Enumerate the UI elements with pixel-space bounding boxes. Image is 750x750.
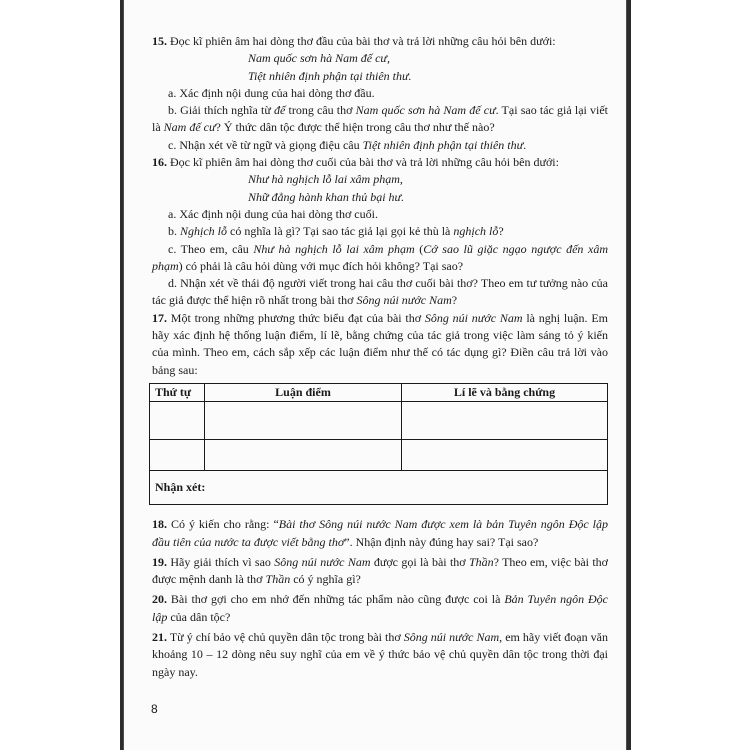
question-number: 17. xyxy=(152,310,167,325)
question-19: 19. Hãy giải thích vì sao Sông núi nước Nam được gọi là bài thơ Thần? Theo em, việc bài thơ được mệnh danh là thơ Thần có ý nghĩa gì? xyxy=(152,554,609,587)
sub-question-b: b. Nghịch lỗ có nghĩa là gì? Tại sao tác giả lại gọi kẻ thù là nghịch lỗ? xyxy=(168,224,504,239)
sub-question-a: a. Xác định nội dung của hai dòng thơ cuối. xyxy=(168,206,378,221)
table-cell[interactable] xyxy=(205,402,402,440)
verse-line: Tiệt nhiên định phận tại thiên thư. xyxy=(248,68,412,83)
sub-question-c: c. Nhận xét về từ ngữ và giọng điệu câu Tiệt nhiên định phận tại thiên thư. xyxy=(168,137,527,152)
verse-line: Nhữ đẳng hành khan thủ bại hư. xyxy=(248,189,405,204)
question-15: 15. Đọc kĩ phiên âm hai dòng thơ đầu của bài thơ và trả lời những câu hỏi bên dưới: xyxy=(152,34,556,48)
question-16: 16. Đọc kĩ phiên âm hai dòng thơ cuối của bài thơ và trả lời những câu hỏi bên dưới: xyxy=(152,155,559,170)
answer-table xyxy=(149,383,608,505)
question-number: 19. xyxy=(152,554,167,569)
verse-line: Nam quốc sơn hà Nam đế cư, xyxy=(248,51,390,66)
question-21: 21. Từ ý chí bảo vệ chủ quyền dân tộc trong bài thơ Sông núi nước Nam, em hãy viết đoạn văn khoảng 10 – 12 dòng nêu suy nghĩ của em về ý thức bảo vệ chủ quyền dân tộc trong thời đại ngày nay. xyxy=(152,630,608,679)
sub-question-c: c. Theo em, câu Như hà nghịch lỗ lai xâm phạm (Cớ sao lũ giặc ngạo ngược đến xâm phạm) có phải là câu hỏi dùng với mục đích hỏi không? Tại sao? xyxy=(152,241,608,273)
question-18: 18. Có ý kiến cho rằng: “Bài thơ Sông núi nước Nam được xem là bản Tuyên ngôn Độc lập đầu tiên của nước ta được viết bằng thơ”. Nhận định này đúng hay sai? Tại sao? xyxy=(152,517,608,549)
table-row xyxy=(150,402,608,440)
table-cell[interactable] xyxy=(150,440,205,471)
sub-question-d: d. Nhận xét về thái độ người viết trong hai câu thơ cuối bài thơ? Theo em tư tưởng nào của tác giả được thể hiện rõ nhất trong bài thơ Sông núi nước Nam? xyxy=(152,276,608,308)
page-content xyxy=(152,33,608,681)
comment-cell[interactable]: Nhận xét: xyxy=(150,471,608,505)
question-17: 17. Một trong những phương thức biểu đạt của bài thơ Sông núi nước Nam là nghị luận. Em hãy xác định hệ thống luận điểm, lí lẽ, bằng chứng của tác giả trong việc làm sáng tỏ ý kiến của mình. Theo em, cách sắp xếp các luận điểm như thế có tác dụng gì? Điền câu trả lời vào bảng sau: xyxy=(152,310,609,377)
question-number: 18. xyxy=(152,517,167,532)
column-header-evidence: Lí lẽ và bằng chứng xyxy=(402,383,608,401)
question-20: 20. Bài thơ gợi cho em nhớ đến những tác phẩm nào cũng được coi là Bản Tuyên ngôn Độc lập của dân tộc? xyxy=(152,592,609,624)
question-number: 20. xyxy=(152,592,167,607)
column-header-order: Thứ tự xyxy=(150,383,205,401)
verse-line: Như hà nghịch lỗ lai xâm phạm, xyxy=(248,172,403,187)
page-number: 8 xyxy=(151,702,158,716)
question-number: 15. xyxy=(152,34,167,48)
page-edge-right xyxy=(626,0,631,750)
table-header-row xyxy=(150,383,608,401)
table-cell[interactable] xyxy=(402,402,608,440)
column-header-argument: Luận điểm xyxy=(205,383,402,401)
table-footer-row xyxy=(150,471,608,505)
sub-question-b: b. Giải thích nghĩa từ đế trong câu thơ Nam quốc sơn hà Nam đế cư. Tại sao tác giả lại viết là Nam đế cư? Ý thức dân tộc được thể hiện trong câu thơ như thế nào? xyxy=(152,103,609,135)
sub-question-a: a. Xác định nội dung của hai dòng thơ đầu. xyxy=(168,85,375,100)
table-cell[interactable] xyxy=(205,440,402,471)
question-number: 21. xyxy=(152,630,167,645)
table-cell[interactable] xyxy=(402,440,608,471)
question-number: 16. xyxy=(152,155,167,170)
table-cell[interactable] xyxy=(150,402,205,440)
table-row xyxy=(150,440,608,471)
